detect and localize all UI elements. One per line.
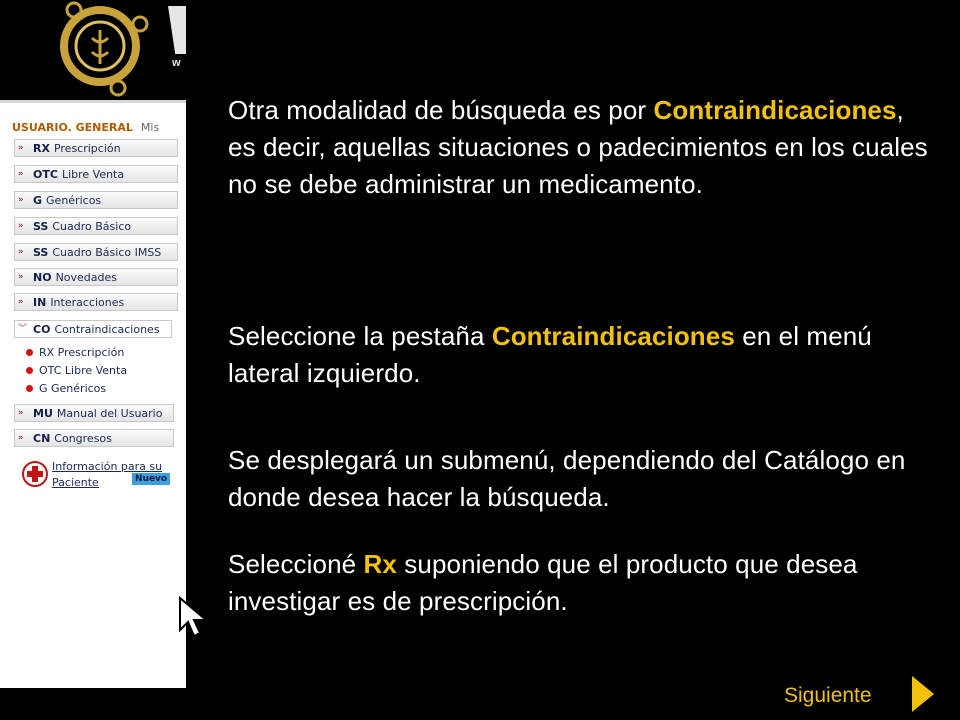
patient-info[interactable] — [20, 459, 180, 495]
submenu-item-rx[interactable]: RX Prescripción — [26, 346, 124, 359]
chevron-double-right-icon: » — [18, 194, 24, 205]
mouse-pointer-icon — [178, 596, 210, 640]
chevron-double-right-icon: » — [18, 296, 24, 307]
chevron-double-down-icon: ︾ — [18, 323, 28, 334]
submenu-item-g[interactable]: G Genéricos — [26, 382, 106, 395]
submenu-item-otc[interactable]: OTC Libre Venta — [26, 364, 127, 377]
sidebar-item-in[interactable]: » IN Interacciones — [14, 293, 178, 311]
sidebar-item-g[interactable]: » G Genéricos — [14, 191, 178, 209]
patient-info-link[interactable]: Información para su Paciente — [52, 460, 163, 489]
sidebar-item-otc[interactable]: » OTC Libre Venta — [14, 165, 178, 183]
next-arrow-icon[interactable] — [912, 676, 934, 712]
sidebar — [0, 100, 186, 688]
medical-cross-icon — [22, 461, 48, 487]
paragraph-submenu: Se desplegará un submenú, dependiendo del Catálogo en donde desea hacer la búsqueda. — [228, 445, 906, 512]
chevron-double-right-icon: » — [18, 271, 24, 282]
paragraph-intro: Otra modalidad de búsqueda es por Contraindicaciones, es decir, aquellas situaciones o padecimientos en los cuales no se debe administrar un medicamento. — [228, 95, 928, 199]
bullet-icon — [26, 367, 33, 374]
logo-emblem — [52, 0, 182, 100]
sidebar-item-no[interactable]: » NO Novedades — [14, 268, 178, 286]
bullet-icon — [26, 349, 33, 356]
bullet-icon — [26, 385, 33, 392]
chevron-double-right-icon: » — [18, 432, 24, 443]
sidebar-item-cn[interactable]: » CN Congresos — [14, 429, 174, 447]
new-badge: Nuevo — [132, 473, 170, 485]
paragraph-select-tab: Seleccione la pestaña Contraindicaciones en el menú lateral izquierdo. — [228, 321, 872, 388]
user-label: USUARIO. GENERAL Mis — [12, 121, 160, 134]
sidebar-item-rx[interactable]: » RX Prescripción — [14, 139, 178, 157]
chevron-double-right-icon: » — [18, 220, 24, 231]
sidebar-item-mu[interactable]: » MU Manual del Usuario — [14, 404, 174, 422]
chevron-double-right-icon: » — [18, 246, 24, 257]
sidebar-item-ss[interactable]: » SS Cuadro Básico — [14, 217, 178, 235]
sidebar-item-co[interactable]: ︾ CO Contraindicaciones — [14, 320, 172, 338]
chevron-double-right-icon: » — [18, 142, 24, 153]
sidebar-item-ss-imss[interactable]: » SS Cuadro Básico IMSS — [14, 243, 178, 261]
chevron-double-right-icon: » — [18, 168, 24, 179]
next-link[interactable]: Siguiente — [784, 684, 872, 707]
paragraph-select-rx: Seleccioné Rx suponiendo que el producto que desea investigar es de prescripción. — [228, 549, 858, 616]
logo-sub: w — [172, 57, 181, 69]
chevron-double-right-icon: » — [18, 407, 24, 418]
